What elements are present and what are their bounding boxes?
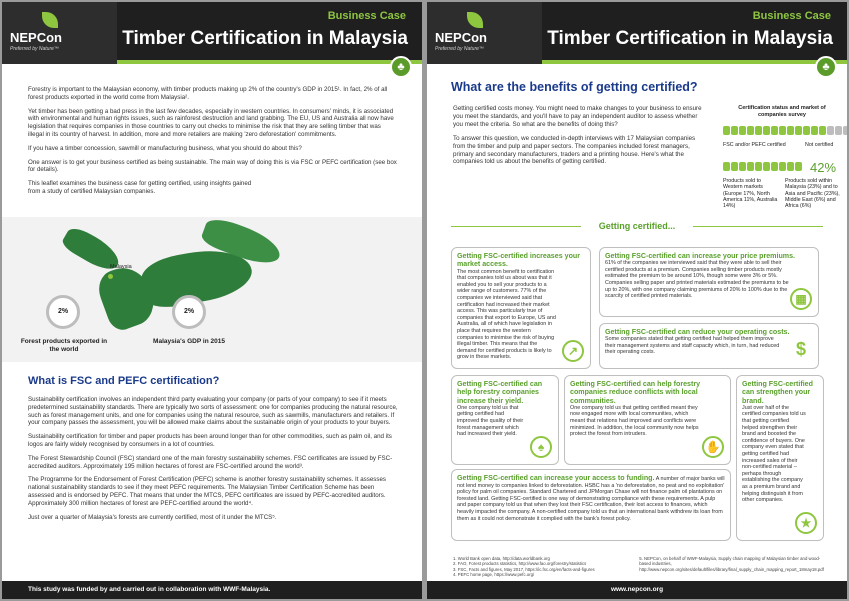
getting-certified-heading: Getting certified... <box>598 221 676 231</box>
person-icon <box>787 162 794 171</box>
map-label: Malaysia <box>110 264 132 270</box>
box-text: One company told us that getting certified had improved the quality of their forest management which had increased their yield. <box>457 404 524 438</box>
person-icon <box>827 126 834 135</box>
person-icon <box>723 162 730 171</box>
box-text: Some companies stated that getting certified had helped them improve their management systems and staff capacity which, in turn, had reduced their operating costs. <box>605 336 780 356</box>
box-text: The most common benefit to certification that companies told us about was that it enabled you to sell your products to a wider range of customers. 77% of the companies we interviewed said that certification had increased their market access. This was particularly true of companies that export to Europe, US and Australia, all of which have legislation in place that requires the western companies to minimise the risk of buying illegal timber. This means that the demand for certified products is likely to grow in these markets. <box>457 268 556 361</box>
stat-value: 2% <box>46 295 80 329</box>
box-market-access <box>451 247 591 369</box>
references <box>453 556 833 577</box>
legend-certified: FSC and/or PEFC certified <box>723 142 786 148</box>
tree-cluster-icon: ♠ <box>530 436 552 458</box>
market-icons <box>723 162 802 171</box>
page-title: Timber Certification in Malaysia <box>547 28 833 49</box>
leaf-icon <box>42 12 58 28</box>
intro-para: One answer is to get your business certified as being sustainable. The main way of doing this is via FSC or PEFC certification (see box for details). <box>28 158 397 174</box>
section-para: Just over a quarter of Malaysia's forests are currently certified, most of it under the MTCS⁵. <box>28 513 277 521</box>
stat-value: 2% <box>172 295 206 329</box>
stat-label: Malaysia's GDP in 2015 <box>153 338 225 345</box>
reference-item: 5. NEPCon, on behalf of WWF-Malaysia, Supply chain mapping of Malaysian timber and wood-based industries, http://www.nepcon.org/sites/default/files/library/final_supply_chain_mapping_report_18may18.pdf <box>639 556 824 572</box>
other-markets-text: Products sold within Malaysia (23%) and to Asia and Pacific (23%), Middle East (6%) and Africa (6%) <box>785 178 840 210</box>
box-text: One company told us that getting certified meant they now engaged more with local communities, which meant that relations had improved and conflicts were minimized. In addition, the local community now helps protect the forest from intruders. <box>570 404 699 438</box>
logo-name: NEPCon <box>435 30 487 45</box>
survey-title: Certification status and market of companies survey <box>738 105 826 118</box>
person-icon <box>747 126 754 135</box>
reference-item: 2. FAO, Forest products statistics, http://www.fao.org/forestry/statistics <box>453 561 587 567</box>
section-heading: What are the benefits of getting certified? <box>451 80 698 94</box>
refs-left <box>453 556 638 577</box>
person-icon <box>739 126 746 135</box>
left-footer: This study was funded by and carried out in collaboration with WWF-Malaysia. <box>2 581 422 599</box>
nepcon-logo <box>427 2 542 64</box>
box-title: Getting FSC-certified can reduce your operating costs. <box>605 328 790 336</box>
brand-icon: ★ <box>795 512 817 534</box>
box-title: Getting FSC-certified can increase your price premiums. <box>605 252 796 260</box>
benefits-intro <box>453 105 703 172</box>
map-pin-icon <box>108 274 113 279</box>
page-title: Timber Certification in Malaysia <box>122 28 408 49</box>
person-icon <box>835 126 842 135</box>
person-icon <box>731 162 738 171</box>
section-para: The Programme for the Endorsement of Forest Certification (PEFC) scheme is another forestry sustainability schemes. It assesses national sustainability standards to see if they meet PEFC requirements. The Malaysian Timber Certification Scheme has been assessed and is endorsed by PEFC. That means that under the MTCS, PEFC certificates are issued by PEFC-accredited auditors. Approximately 300 million hectares of forest are PEFC-certified around the world⁴. <box>28 476 386 507</box>
box-operating-costs <box>599 323 819 369</box>
box-title: Getting FSC-certified increases your market access. <box>457 252 580 269</box>
handshake-icon: ✋ <box>702 436 724 458</box>
leaf-icon <box>467 12 483 28</box>
box-title: Getting FSC-certified can help forestry companies increase their yield. <box>457 380 543 405</box>
box-funding <box>451 469 731 541</box>
person-icon <box>795 162 802 171</box>
box-title: Getting FSC-certified can help forestry companies reduce conflicts with local communities. <box>570 380 701 405</box>
box-text: A number of major banks will not lend money to companies linked to deforestation. HSBC has a 'no deforestation, no peat and no exploitation' policy for palm oil companies. Standard Chartered and JPMorgan Chase will not finance palm oil plantations on forested land. Getting FSC-certified is one way of demonstrating compliance with these requirements. A pulp and paper company told us that when they lost their FSC certification, their lost access to finances, which heavily impacted the company. A non-certified company told us that an international bank withdrew its loan from them as it could not demonstrate it complied with the bank's forest policy. <box>457 476 725 522</box>
person-icon <box>819 126 826 135</box>
box-title: Getting FSC-certified can increase your access to funding. <box>457 474 655 482</box>
section-para: Sustainability certification for timber and paper products has been around longer than for other commodities, such as palm oil, and its logos are fairly widely recognised by consumers in a lot of countries. <box>28 433 392 448</box>
stat-label: Forest products exported in the world <box>20 338 108 353</box>
person-icon <box>763 162 770 171</box>
refs-right <box>639 556 824 572</box>
person-icon <box>843 126 847 135</box>
nepcon-logo <box>2 2 117 64</box>
person-icon <box>755 126 762 135</box>
business-case-label: Business Case <box>752 10 831 22</box>
logo-tagline: Preferred by Nature™ <box>10 46 59 52</box>
left-page <box>2 2 422 599</box>
logo-name: NEPCon <box>10 30 62 45</box>
box-price-premiums <box>599 247 819 317</box>
western-markets-text: Products sold to Western markets (Europe 17%, North America 11%, Australia 14%) <box>723 178 778 210</box>
person-icon <box>779 126 786 135</box>
intro-para: Forestry is important to the Malaysian economy, with timber products making up 2% of the country's GDP in 2015¹. In fact, 2% of all forest products exported in the world come from Malaysia². <box>28 86 388 101</box>
person-icon <box>771 126 778 135</box>
intro-para: Yet timber has been getting a bad press in the last few decades, especially in western countries. In consumers' minds, it is associated with environmental and human rights issues, such as rainforest destruction and land grabbing. The EU, US and Australia all now have legislation that requires companies in those countries to carry out checks to minimise the risk that they are selling timber that was illegal in its country of harvest. In addition, more and more retailers are making 'zero deforestation' commitments. <box>28 107 394 138</box>
person-icon <box>755 162 762 171</box>
box-brand <box>736 375 824 541</box>
logo-tagline: Preferred by Nature™ <box>435 46 484 52</box>
person-icon <box>811 126 818 135</box>
box-title: Getting FSC-certified can strengthen your brand. <box>742 380 813 405</box>
reference-item: 4. PEFC home page, https://www.pefc.org/ <box>453 571 535 577</box>
section-text <box>28 396 398 527</box>
box-conflicts <box>564 375 731 465</box>
market-icon: ↗ <box>562 340 584 362</box>
person-icon <box>795 126 802 135</box>
section-heading: What is FSC and PEFC certification? <box>28 375 220 387</box>
intro-text <box>28 86 398 202</box>
price-icon: ▦ <box>790 288 812 310</box>
person-icon <box>771 162 778 171</box>
intro-para: This leaflet examines the business case for getting certified, using insights gained from a study of certified Malaysian companies. <box>28 180 252 195</box>
percent-label: 42% <box>810 160 837 175</box>
reference-item: 1. World Bank open data, http://data.worldbank.org <box>453 556 550 562</box>
box-text: 61% of the companies we interviewed said that they were able to sell their certified products at a premium. Companies selling timber products mostly estimated the premium to be around 10%, though some were 3% or 5%. Companies selling paper and printed materials estimated the premiums to be up to 20%, with one company claiming premiums of 20% to 100% due to the scarcity of certified printed materials. <box>605 260 789 300</box>
business-case-label: Business Case <box>327 10 406 22</box>
certified-icons <box>723 126 847 135</box>
dollar-icon: $ <box>795 339 806 359</box>
section-para: Sustainability certification involves an independent third party evaluating your company (or parts of your company) to see if it meets predetermined sustainability standards. There are typically two sorts of assessment: one for companies producing the natural resource, such as forest management units, and one for companies using the natural resource, such as sawmills, manufacturers and retailers. If your company passes the assessment, you will be allowed make claims about the sustainable origin of your products to your buyers. <box>28 396 398 427</box>
section-para: The Forest Stewardship Council (FSC) standard one of the main forestry sustainability schemes. FSC certificates are issued by FSC-accredited auditors. Approximately 195 million hectares of forest are FSC-certified around the world³. <box>28 454 393 470</box>
legend-not-certified: Not certified <box>805 142 834 148</box>
person-icon <box>731 126 738 135</box>
person-icon <box>803 126 810 135</box>
person-icon <box>739 162 746 171</box>
left-header <box>2 2 422 82</box>
tree-icon: ♣ <box>390 56 412 78</box>
person-icon <box>763 126 770 135</box>
box-text: Just over half of the certified companies told us that getting certified helped strengthen their brand and boosted the confidence of buyers. One company even stated that getting certified had increased sales of their non-certified material – perhaps through establishing the company as a premium brand and helping distinguish it from other companies. <box>742 404 806 504</box>
person-icon <box>747 162 754 171</box>
person-icon <box>779 162 786 171</box>
right-footer[interactable]: www.nepcon.org <box>427 581 847 599</box>
right-page <box>427 2 847 599</box>
right-header <box>427 2 847 82</box>
tree-icon: ♣ <box>815 56 837 78</box>
intro-para: To answer this question, we conducted in-depth interviews with 17 Malaysian companies from the timber and pulp and paper sectors. The companies included forest managers, primary and secondary manufacturers, traders and a printing house. Here's what the companies told us about the benefits of getting certified. <box>453 134 696 166</box>
intro-para: If you have a timber concession, sawmill or manufacturing business, what you should do about this? <box>28 144 302 152</box>
person-icon <box>723 126 730 135</box>
intro-para: Getting certified costs money. You might need to make changes to your business to ensure you meet the standards, and you'll have to pay an independent auditor to assess whether you meet the criteria. So what are the benefits of doing this? <box>453 105 702 128</box>
reference-item: 3. FSC, Facts and figures, May 2017, https://ic.fsc.org/en/facts-and-figures <box>453 566 595 572</box>
person-icon <box>787 126 794 135</box>
box-yield <box>451 375 559 465</box>
